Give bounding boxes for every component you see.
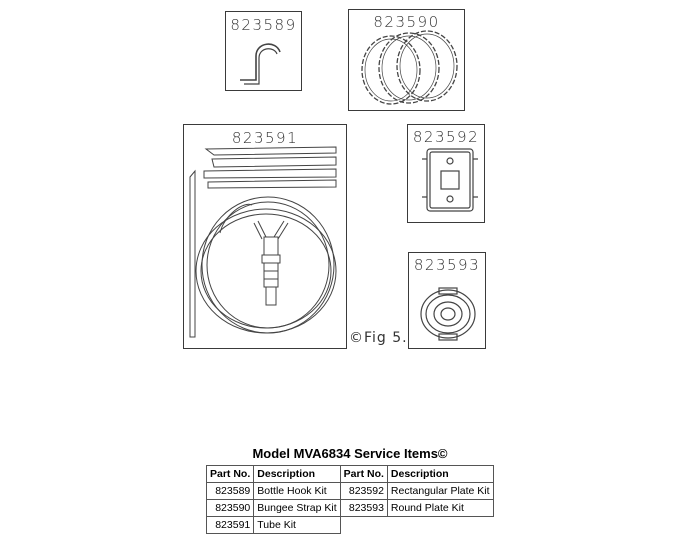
description-cell: Round Plate Kit: [387, 500, 493, 517]
part-number-label: 823592: [412, 128, 480, 146]
part-number-cell: 823593: [340, 500, 387, 517]
panel-bungee-strap-kit: [348, 9, 465, 111]
part-number-cell: 823589: [207, 483, 254, 500]
service-items-table: [206, 465, 494, 534]
panel-rectangular-plate-kit: [407, 124, 485, 223]
table-row: [207, 500, 494, 517]
description-cell: Bungee Strap Kit: [254, 500, 340, 517]
description-cell: Tube Kit: [254, 517, 340, 534]
panel-bottle-hook-kit: [225, 11, 302, 91]
figure-label: ©Fig 5.: [349, 330, 408, 346]
description-cell: Rectangular Plate Kit: [387, 483, 493, 500]
part-number-cell: 823590: [207, 500, 254, 517]
empty-cell: [387, 517, 493, 534]
part-number-cell: 823591: [207, 517, 254, 534]
empty-cell: [340, 517, 387, 534]
rectangular-plate-illustration: [408, 125, 486, 224]
panel-round-plate-kit: [408, 252, 486, 349]
part-number-label: 823591: [231, 129, 299, 147]
part-number-cell: 823592: [340, 483, 387, 500]
bungee-strap-illustration: [349, 10, 466, 112]
column-header: Part No.: [340, 466, 387, 483]
bottle-hook-illustration: [226, 12, 303, 92]
column-header: Description: [254, 466, 340, 483]
description-cell: Bottle Hook Kit: [254, 483, 340, 500]
table-row: [207, 483, 494, 500]
table-row: [207, 517, 494, 534]
panel-tube-kit: [183, 124, 347, 349]
part-number-label: 823589: [230, 16, 297, 34]
service-table-title: Model MVA6834 Service Items©: [252, 446, 448, 461]
round-plate-illustration: [409, 253, 487, 350]
part-number-label: 823590: [373, 13, 440, 31]
part-number-label: 823593: [413, 256, 481, 274]
tube-kit-illustration: [184, 125, 348, 350]
column-header: Description: [387, 466, 493, 483]
column-header: Part No.: [207, 466, 254, 483]
table-header-row: [207, 466, 494, 483]
